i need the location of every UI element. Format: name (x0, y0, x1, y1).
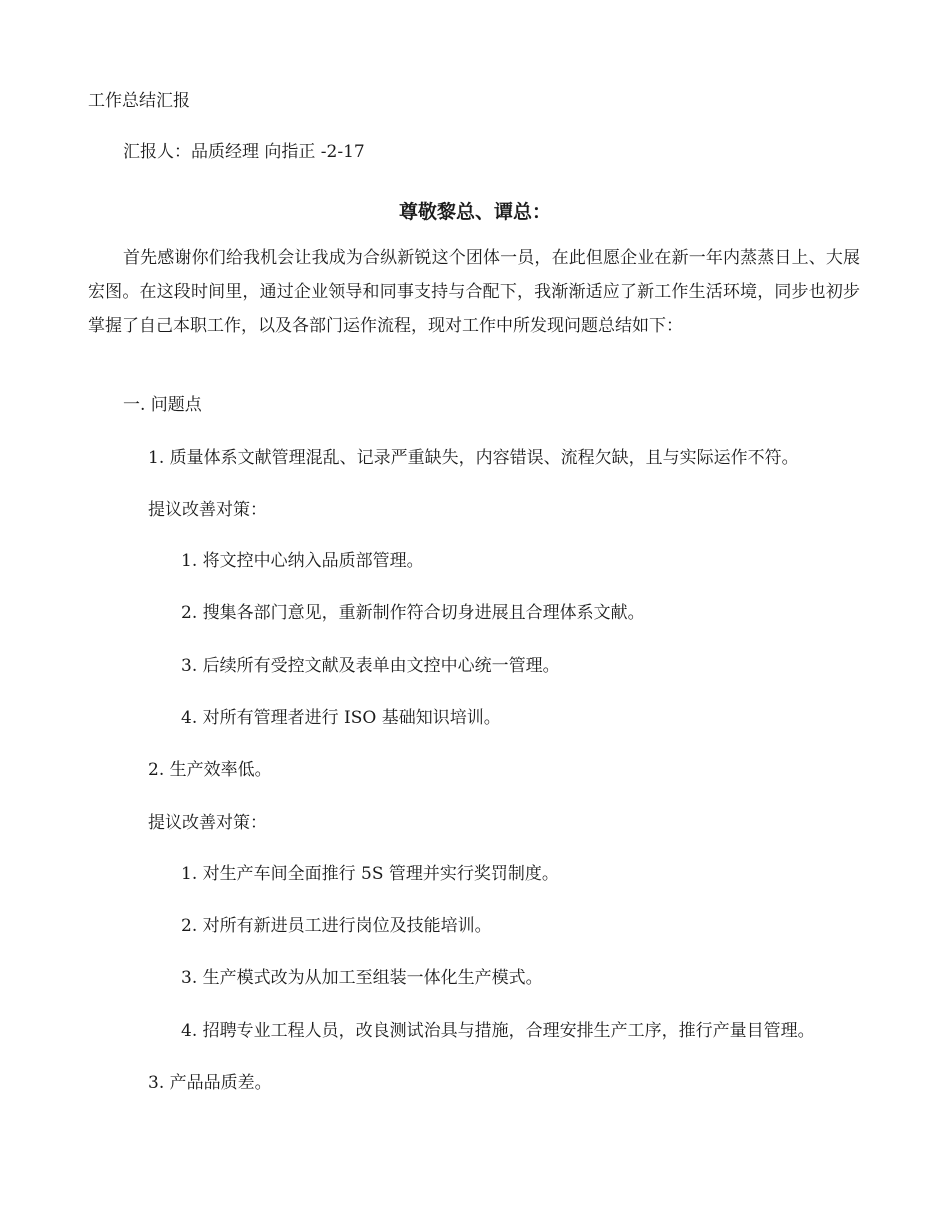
issue-title: 2. 生产效率低。 (148, 760, 272, 780)
measure-item: 2. 对所有新进员工进行岗位及技能培训。 (181, 916, 492, 936)
measure-item: 4. 招聘专业工程人员，改良测试治具与措施，合理安排生产工序，推行产量目管理。 (181, 1021, 815, 1041)
issue-title: 1. 质量体系文献管理混乱、记录严重缺失，内容错误、流程欠缺，且与实际运作不符。 (148, 448, 799, 468)
measure-item: 3. 生产模式改为从加工至组装一体化生产模式。 (181, 968, 543, 988)
measures-label: 提议改善对策： (148, 813, 267, 833)
salutation-heading: 尊敬黎总、谭总： (398, 201, 551, 223)
measure-item: 1. 对生产车间全面推行 5S 管理并实行奖罚制度。 (181, 864, 559, 884)
doc-title: 工作总结汇报 (88, 91, 190, 111)
section-heading: 一. 问题点 (123, 395, 202, 415)
measure-item: 4. 对所有管理者进行 ISO 基础知识培训。 (181, 708, 501, 728)
measure-item: 1. 将文控中心纳入品质部管理。 (181, 551, 424, 571)
intro-paragraph: 首先感谢你们给我机会让我成为合纵新锐这个团体一员，在此但愿企业在新一年内蒸蒸日上、大展宏图。在这段时间里，通过企业领导和同事支持与合配下，我渐渐适应了新工作生活环境，同步也初步掌握了自己本职工作，以及各部门运作流程，现对工作中所发现问题总结如下： (88, 248, 860, 336)
measure-item: 2. 搜集各部门意见，重新制作符合切身进展且合理体系文献。 (181, 603, 645, 623)
measure-item: 3. 后续所有受控文献及表单由文控中心统一管理。 (181, 656, 560, 676)
issue-title: 3. 产品品质差。 (148, 1073, 272, 1093)
measures-label: 提议改善对策： (148, 500, 267, 520)
reporter-line: 汇报人：品质经理 向指正 -2-17 (123, 142, 365, 162)
